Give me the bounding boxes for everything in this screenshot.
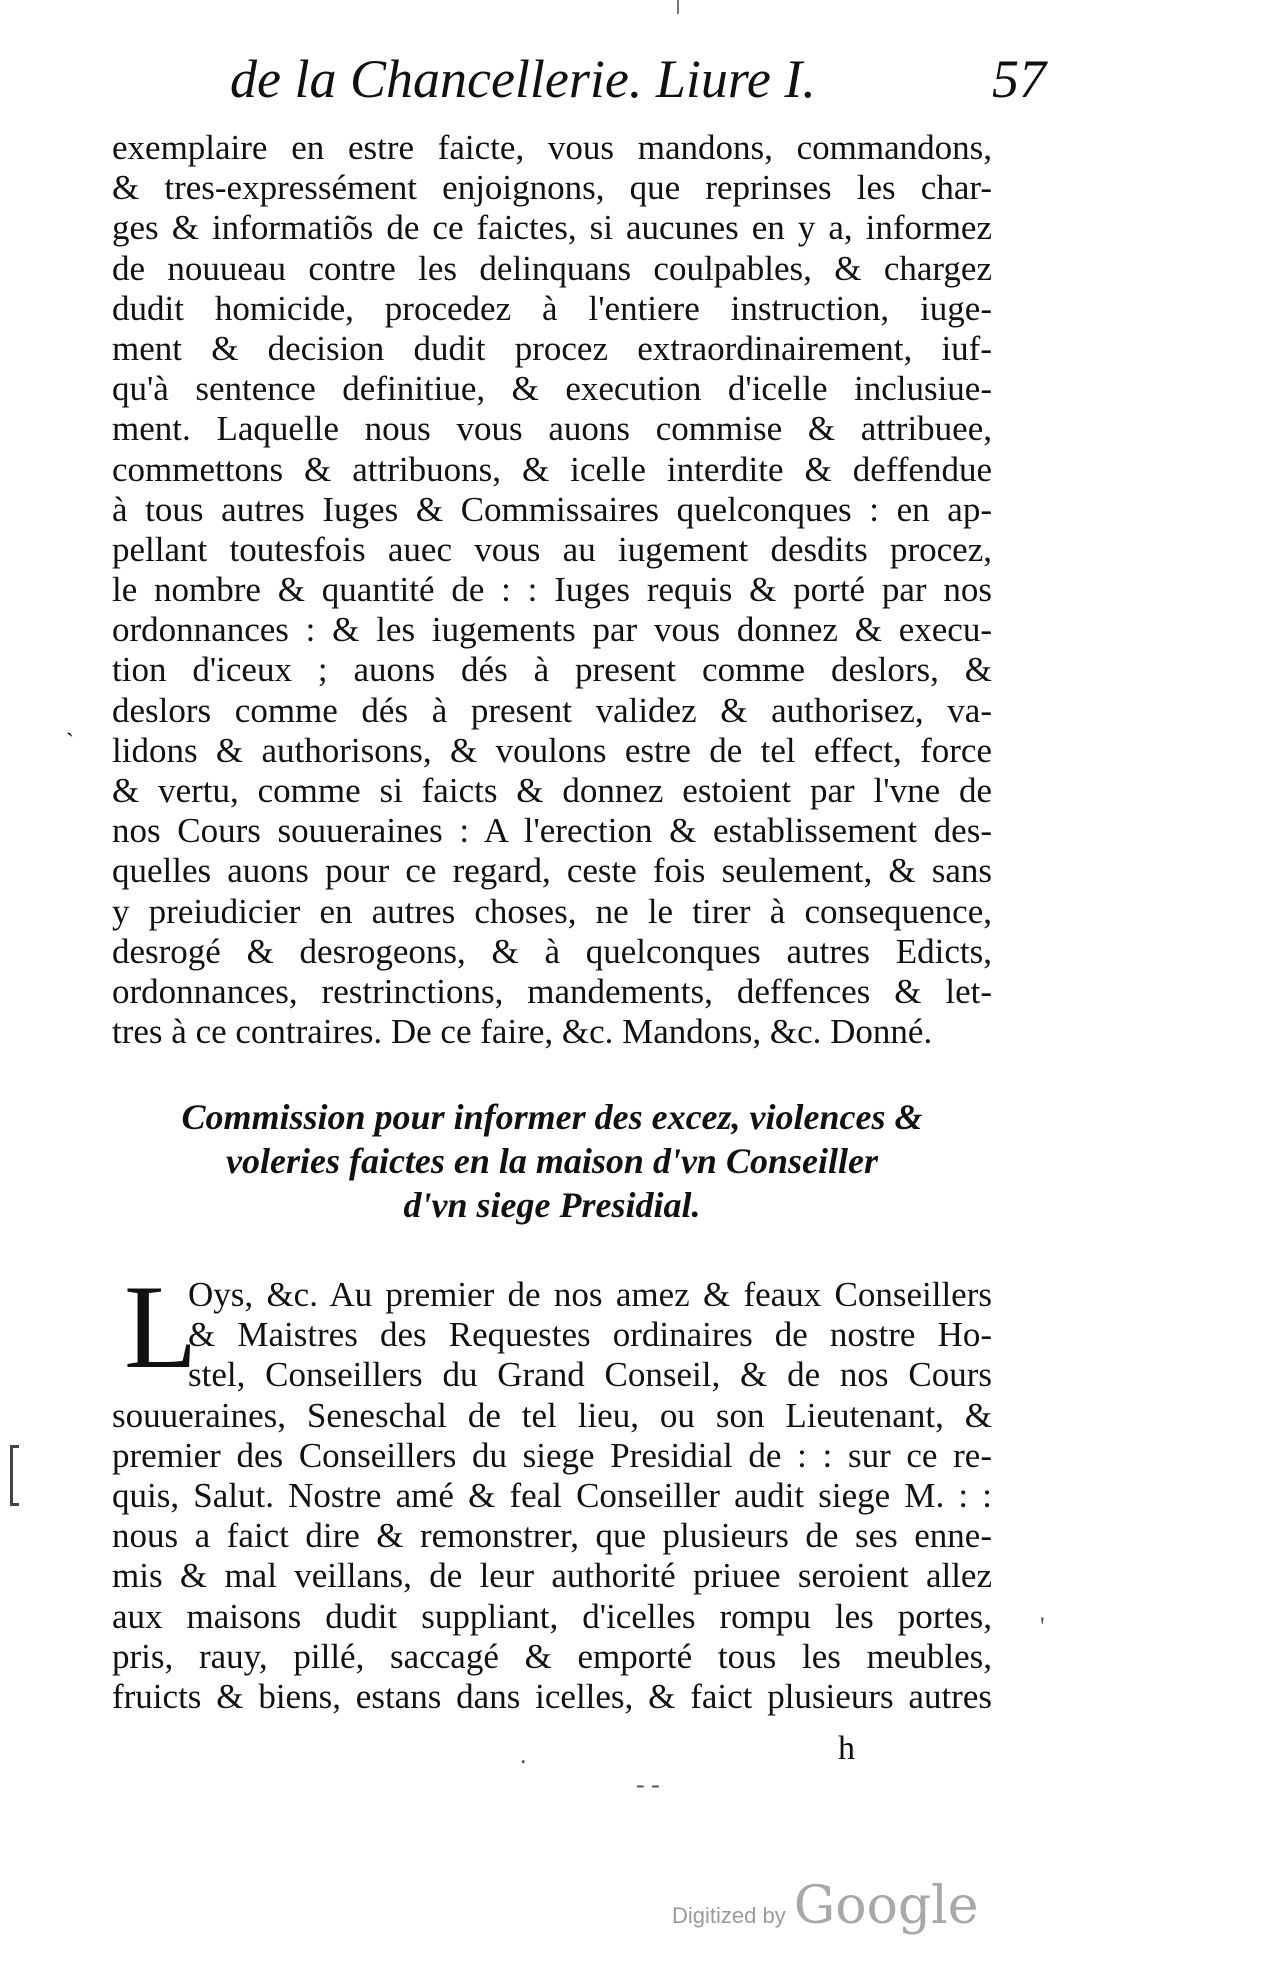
- text-line: deslors comme dés à present validez & authorisez, va-: [112, 690, 992, 730]
- text-line: quelles auons pour ce regard, ceste fois seulement, & sans: [112, 851, 992, 891]
- google-logo: Google: [793, 1876, 979, 1936]
- text-line: premier des Conseillers du siege Presidial de : : sur ce re-: [112, 1435, 992, 1475]
- text-line: & tres-expressément enjoignons, que reprinses les char-: [112, 168, 992, 208]
- heading-line: d'vn siege Presidial.: [403, 1185, 701, 1225]
- running-head: de la Chancellerie. Liure I.: [230, 49, 816, 109]
- text-line: ment & decision dudit procez extraordinairement, iuf-: [112, 328, 992, 368]
- drop-cap: L: [124, 1260, 198, 1393]
- digitized-by-label: Digitized by: [672, 1903, 786, 1928]
- top-edge-mark: [677, 0, 679, 14]
- text-line: ordonnances, restrinctions, mandements, deffences & let-: [112, 971, 992, 1011]
- page-number: 57: [992, 49, 1046, 109]
- text-line: aux maisons dudit suppliant, d'icelles rompu les portes,: [112, 1596, 992, 1636]
- text-line: & Maistres des Requestes ordinaires de nostre Ho-: [188, 1315, 992, 1355]
- text-line: le nombre & quantité de : : Iuges requis & porté par nos: [112, 570, 992, 610]
- text-line: nos Cours souueraines : A l'erection & establissement des-: [112, 811, 992, 851]
- text-line: à tous autres Iuges & Commissaires quelconques : en ap-: [112, 489, 992, 529]
- text-line: exemplaire en estre faicte, vous mandons, commandons,: [112, 128, 992, 167]
- text-line: stel, Conseillers du Grand Conseil, & de nos Cours: [188, 1355, 992, 1395]
- heading-line: voleries faictes en la maison d'vn Conseiller: [226, 1141, 878, 1181]
- text-line: ges & informatiõs de ce faictes, si aucunes en y a, informez: [112, 208, 992, 248]
- stray-mark: ': [1040, 1612, 1045, 1641]
- text-line: tion d'iceux ; auons dés à present comme deslors, &: [112, 650, 992, 690]
- text-line: fruicts & biens, estans dans icelles, & faict plusieurs autres: [112, 1676, 992, 1716]
- margin-mark: `: [66, 730, 74, 756]
- text-line: souueraines, Seneschal de tel lieu, ou son Lieutenant, &: [112, 1395, 992, 1435]
- text-line: nous a faict dire & remonstrer, que plusieurs de ses enne-: [112, 1516, 992, 1556]
- text-line: tres à ce contraires. De ce faire, &c. Mandons, &c. Donné.: [112, 1012, 933, 1052]
- heading-line: Commission pour informer des excez, violences &: [181, 1097, 923, 1137]
- text-line: ment. Laquelle nous vous auons commise & attribuee,: [112, 409, 992, 449]
- paragraph-continued: [112, 128, 992, 1052]
- text-line: mis & mal veillans, de leur authorité priuee seroient allez: [112, 1556, 992, 1596]
- paragraph-letter: [112, 1260, 992, 1717]
- text-line: y preiudicier en autres choses, ne le tirer à consequence,: [112, 891, 992, 931]
- catchword: h: [838, 1730, 855, 1767]
- text-line: qu'à sentence definitiue, & execution d'icelle inclusiue-: [112, 369, 992, 409]
- stray-mark: - -: [636, 1770, 660, 1799]
- digitized-watermark: [672, 1876, 979, 1936]
- stray-mark: .: [520, 1740, 527, 1769]
- text-line: dudit homicide, procedez à l'entiere instruction, iuge-: [112, 288, 992, 328]
- text-line: commettons & attribuons, & icelle interdite & deffendue: [112, 449, 992, 489]
- text-line: desrogé & desrogeons, & à quelconques autres Edicts,: [112, 931, 992, 971]
- text-line: quis, Salut. Nostre amé & feal Conseiller audit siege M. : :: [112, 1475, 992, 1515]
- text-line: pris, rauy, pillé, saccagé & emporté tous les meubles,: [112, 1636, 992, 1676]
- text-line: & vertu, comme si faicts & donnez estoient par l'vne de: [112, 771, 992, 810]
- margin-bracket-mark: [10, 1445, 19, 1506]
- text-line: Oys, &c. Au premier de nos amez & feaux Conseillers: [188, 1275, 992, 1314]
- text-line: lidons & authorisons, & voulons estre de tel effect, force: [112, 730, 992, 770]
- text-line: ordonnances : & les iugements par vous donnez & execu-: [112, 610, 992, 650]
- text-line: de nouueau contre les delinquans coulpables, & chargez: [112, 248, 992, 288]
- page-header: [230, 40, 1060, 130]
- text-line: pellant toutesfois auec vous au iugement desdits procez,: [112, 529, 992, 569]
- section-heading: [112, 1095, 992, 1227]
